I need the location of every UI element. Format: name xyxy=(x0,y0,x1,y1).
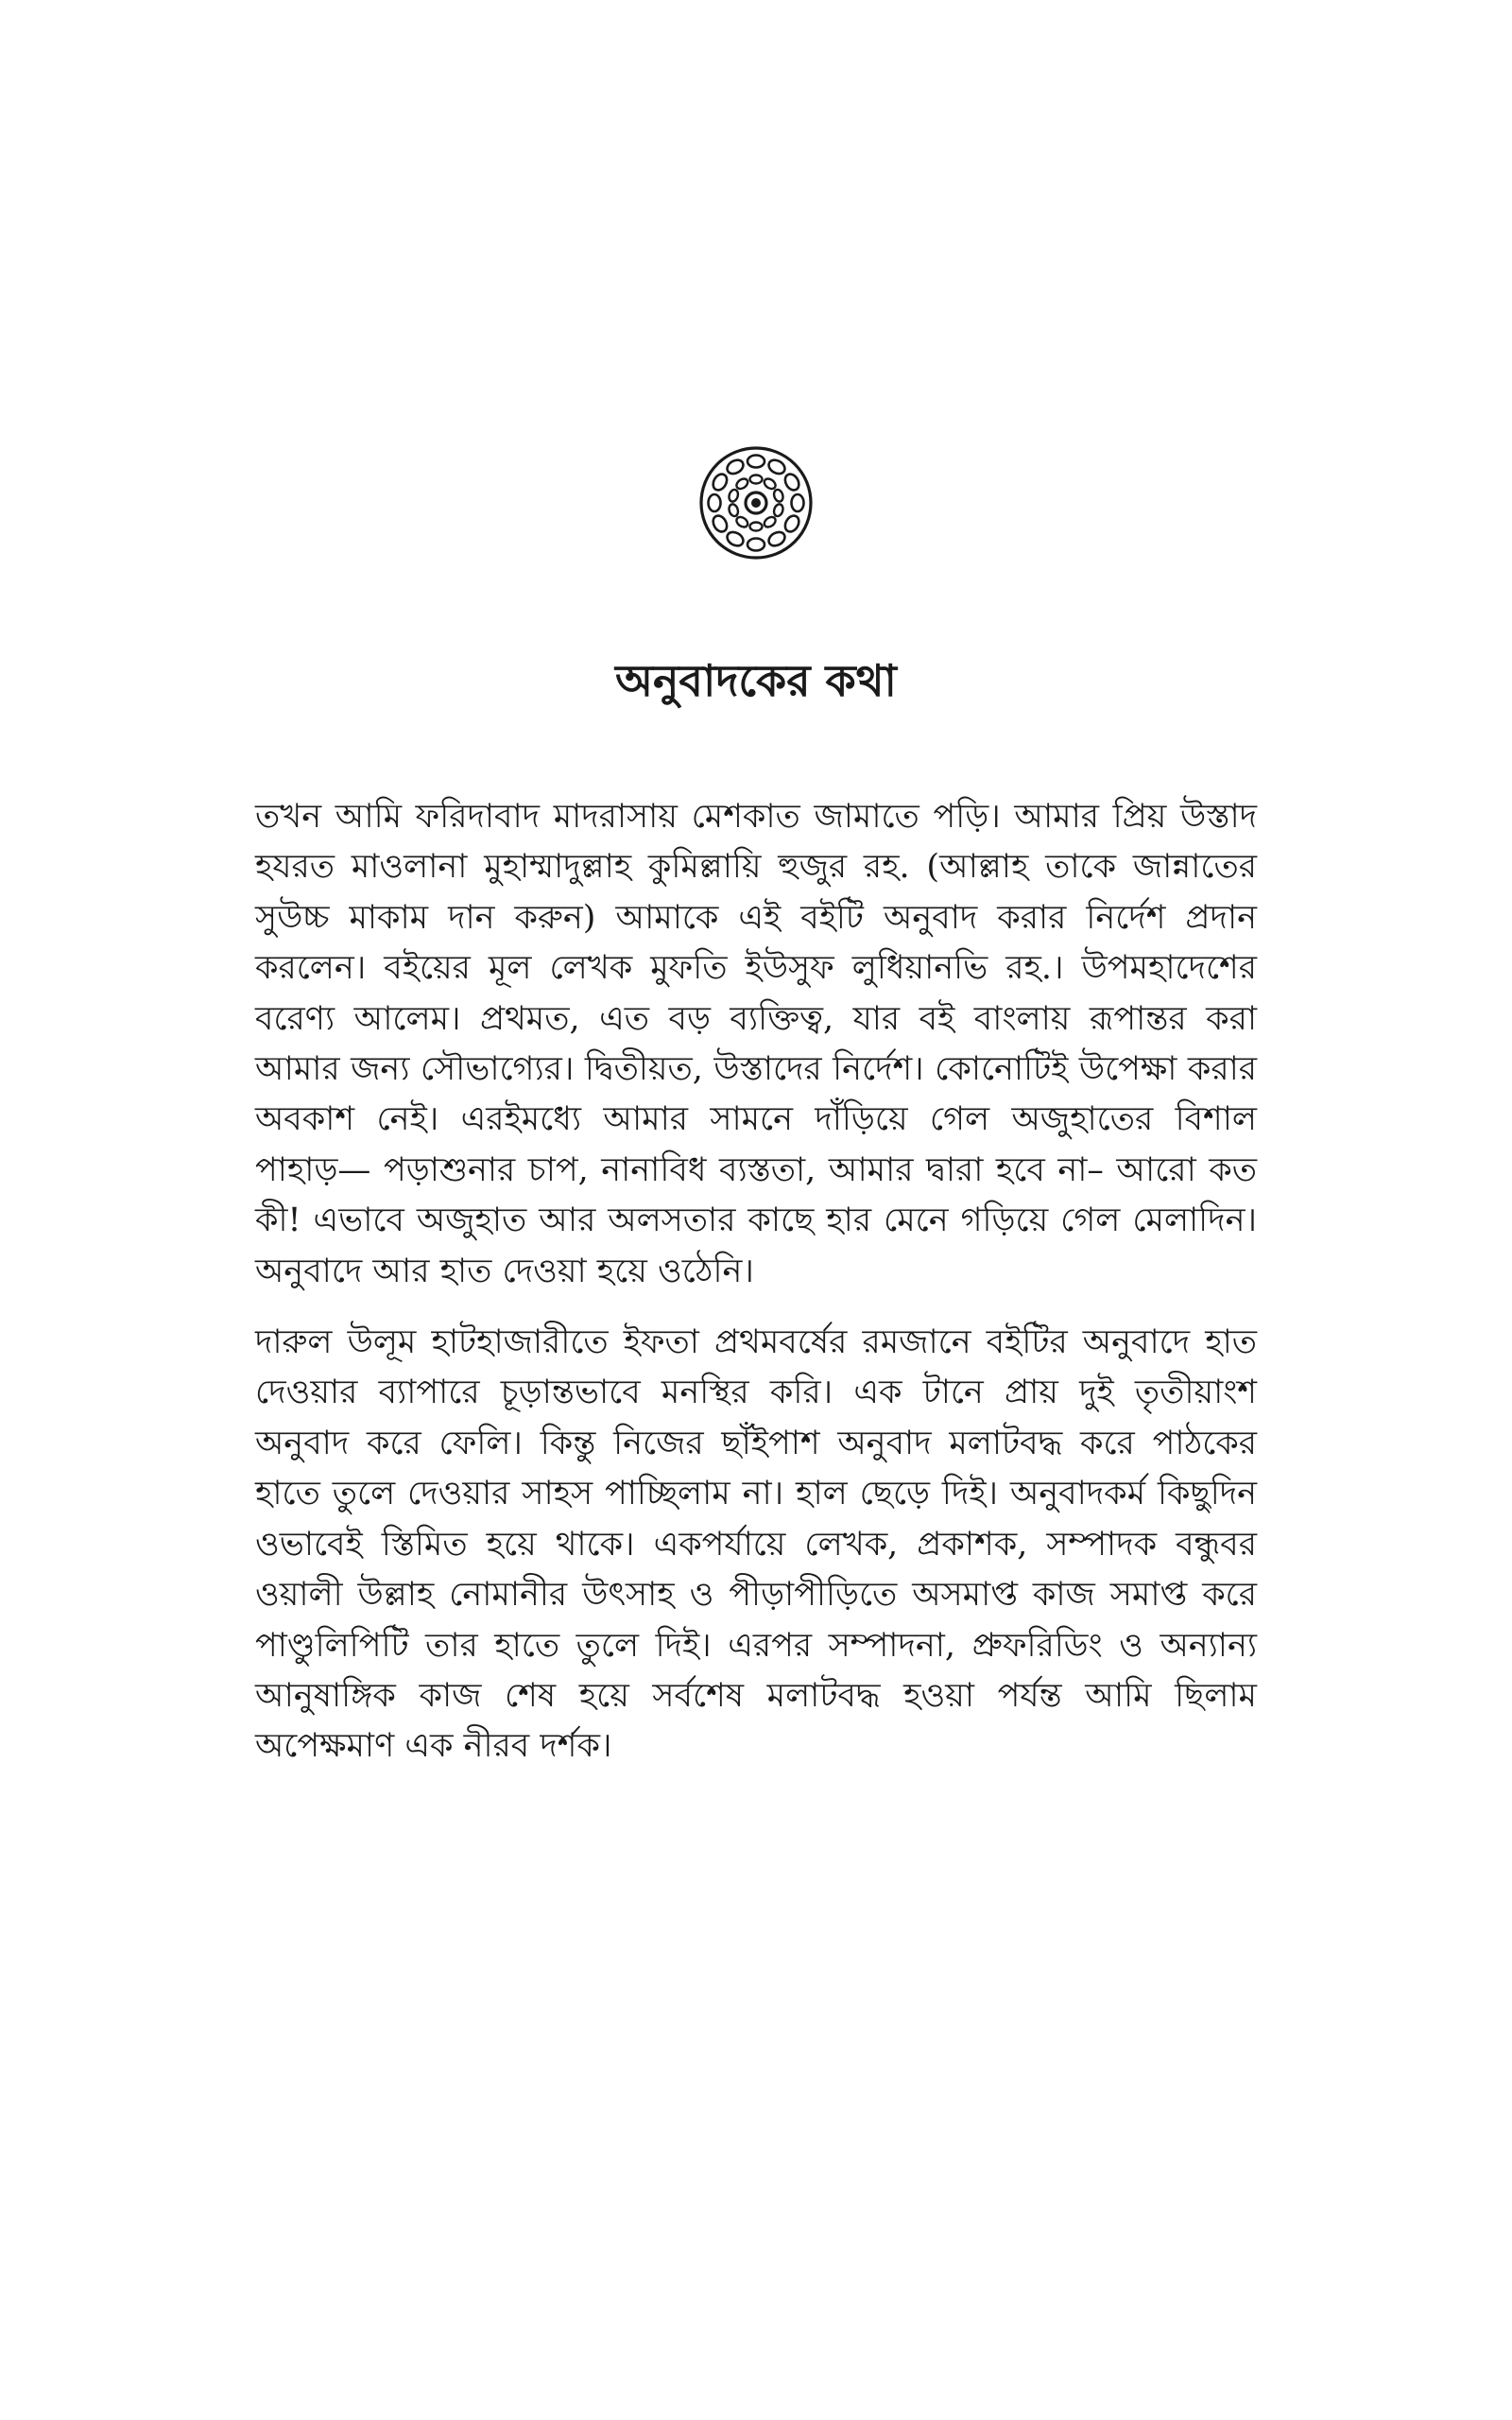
rosette-outer-petal xyxy=(711,472,730,493)
rosette-outer-petal xyxy=(782,472,801,493)
rosette-outer-petal xyxy=(747,456,765,468)
rosette-outer-petal xyxy=(792,494,804,511)
body-text xyxy=(255,792,1257,1772)
page-title: অনুবাদকের কথা xyxy=(615,655,897,706)
rosette-outer-petal xyxy=(725,529,746,548)
rosette-inner-petal xyxy=(750,475,763,484)
rosette-outer-petal xyxy=(766,458,787,476)
rosette-inner-petal xyxy=(734,476,749,491)
rosette-outer-petal xyxy=(709,494,721,511)
rosette-outer-petal xyxy=(711,513,730,534)
rosette-inner-petal xyxy=(750,523,763,531)
paragraph-1: তখন আমি ফরিদাবাদ মাদরাসায় মেশকাত জামাতে পড়ি। আমার প্রিয় উস্তাদ হযরত মাওলানা মুহাম্মাদুল্লাহ কুমিল্লায়ি হুজুর রহ. (আল্লাহ তাকে জান্নাতের সুউচ্চ মাকাম দান করুন) আমাকে এই বইটি অনুবাদ করার নির্দেশ প্রদান করলেন। বইয়ের মূল লেখক মুফতি ইউসুফ লুধিয়ানভি রহ.। উপমহাদেশের বরেণ্য আলেম। প্রথমত, এত বড় ব্যক্তিত্ব, যার বই বাংলায় রূপান্তর করা আমার জন্য সৌভাগ্যের। দ্বিতীয়ত, উস্তাদের নির্দেশ। কোনোটিই উপেক্ষা করার অবকাশ নেই। এরইমধ্যে আমার সামনে দাঁড়িয়ে গেল অজুহাতের বিশাল পাহাড়— পড়াশুনার চাপ, নানাবিধ ব্যস্ততা, আমার দ্বারা হবে না– আরো কত কী! এভাবে অজুহাত আর অলসতার কাছে হার মেনে গড়িয়ে গেল মেলাদিন। অনুবাদে আর হাত দেওয়া হয়ে ওঠেনি। xyxy=(255,798,1257,1290)
paragraph-2: দারুল উলূম হাটহাজারীতে ইফতা প্রথমবর্ষের রমজানে বইটির অনুবাদে হাত দেওয়ার ব্যাপারে চূড়ান্তভাবে মনস্থির করি। এক টানে প্রায় দুই তৃতীয়াংশ অনুবাদ করে ফেলি। কিন্তু নিজের ছাঁইপাশ অনুবাদ মলাটবদ্ধ করে পাঠকের হাতে তুলে দেওয়ার সাহস পাচ্ছিলাম না। হাল ছেড়ে দিই। অনুবাদকর্ম কিছুদিন ওভাবেই স্তিমিত হয়ে থাকে। একপর্যায়ে লেখক, প্রকাশক, সম্পাদক বন্ধুবর ওয়ালী উল্লাহ নোমানীর উৎসাহ ও পীড়াপীড়িতে অসমাপ্ত কাজ সমাপ্ত করে পাণ্ডুলিপিটি তার হাতে তুলে দিই। এরপর সম্পাদনা, প্রুফরিডিং ও অন্যান্য আনুষাঙ্গিক কাজ শেষ হয়ে সর্বশেষ মলাটবদ্ধ হওয়া পর্যন্ত আমি ছিলাম অপেক্ষমাণ এক নীরব দর্শক। xyxy=(255,1323,1257,1766)
rosette-outer-petal xyxy=(747,539,765,551)
rosette-inner-petal xyxy=(763,515,778,529)
rosette-outer-petal xyxy=(766,529,787,548)
rosette-outer-petal xyxy=(725,458,746,476)
rosette-inner-petal xyxy=(728,503,740,517)
rosette-inner-petal xyxy=(763,476,778,491)
rosette-inner-petal xyxy=(772,489,784,503)
rosette-inner-petal xyxy=(772,503,784,517)
rosette-outer-petal xyxy=(782,513,801,534)
rosette-inner-petal xyxy=(728,489,740,503)
rosette-ornament-icon xyxy=(697,444,815,562)
rosette-inner-petal xyxy=(734,515,749,529)
